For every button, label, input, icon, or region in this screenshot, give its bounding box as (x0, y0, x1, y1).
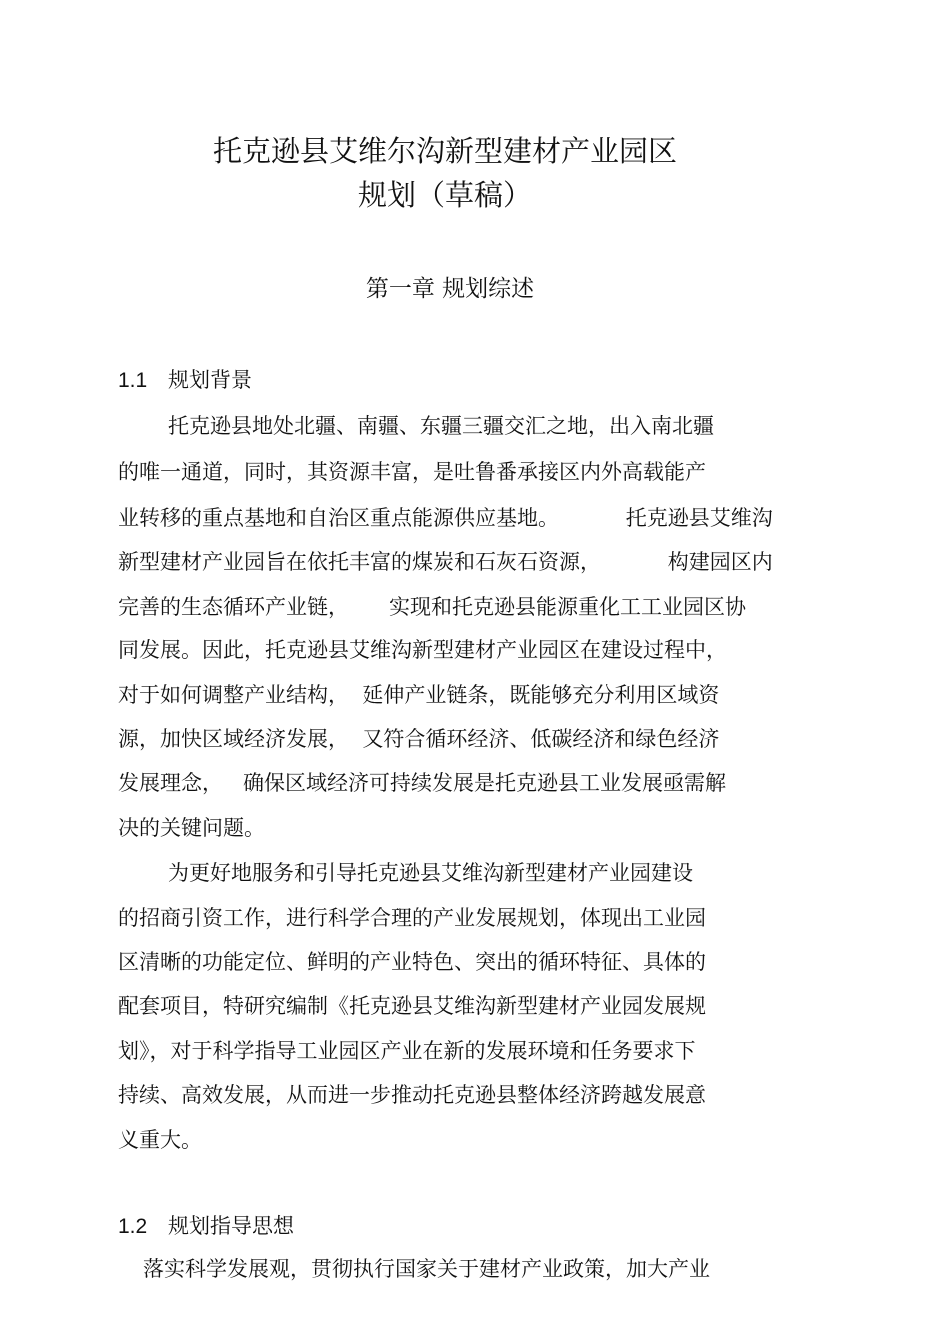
paragraph-line: 业转移的重点基地和自治区重点能源供应基地。 托克逊县艾维沟 (118, 506, 773, 530)
paragraph-line: 托克逊县地处北疆、南疆、东疆三疆交汇之地，出入南北疆 (168, 414, 714, 438)
section-title: 规划指导思想 (168, 1214, 294, 1238)
section-number: 1.1 (118, 369, 148, 392)
paragraph-line: 的唯一通道，同时，其资源丰富，是吐鲁番承接区内外高载能产 (118, 460, 706, 484)
paragraph-line: 发展理念， 确保区域经济可持续发展是托克逊县工业发展亟需解 (118, 771, 727, 795)
section-number: 1.2 (118, 1215, 148, 1238)
paragraph-line: 的招商引资工作，进行科学合理的产业发展规划，体现出工业园 (118, 906, 706, 930)
paragraph-line: 对于如何调整产业结构， 延伸产业链条，既能够充分利用区域资 (118, 683, 720, 707)
paragraph-line: 决的关键问题。 (118, 816, 265, 840)
section-title: 规划背景 (168, 368, 252, 392)
paragraph-line: 源，加快区域经济发展， 又符合循环经济、低碳经济和绿色经济 (118, 727, 720, 751)
paragraph-line: 配套项目，特研究编制《托克逊县艾维沟新型建材产业园发展规 (118, 994, 706, 1018)
paragraph-line: 新型建材产业园旨在依托丰富的煤炭和石灰石资源， 构建园区内 (118, 550, 773, 574)
paragraph-line: 持续、高效发展，从而进一步推动托克逊县整体经济跨越发展意 (118, 1083, 706, 1107)
paragraph-line: 同发展。因此，托克逊县艾维沟新型建材产业园区在建设过程中， (118, 638, 727, 662)
paragraph-line: 划》，对于科学指导工业园区产业在新的发展环境和任务要求下 (118, 1039, 696, 1063)
paragraph-line: 义重大。 (118, 1128, 202, 1152)
section-1-2-heading (118, 1210, 294, 1240)
section-1-1-heading (118, 364, 252, 394)
paragraph-line: 区清晰的功能定位、鲜明的产业特色、突出的循环特征、具体的 (118, 950, 706, 974)
paragraph-line: 为更好地服务和引导托克逊县艾维沟新型建材产业园建设 (168, 861, 693, 885)
chapter-heading: 第一章 规划综述 (365, 276, 535, 302)
doc-title-line2: 规划（草稿） (357, 178, 532, 212)
paragraph-line: 完善的生态循环产业链， 实现和托克逊县能源重化工工业园区协 (118, 595, 747, 619)
paragraph-line: 落实科学发展观，贯彻执行国家关于建材产业政策，加大产业 (143, 1257, 710, 1281)
doc-title-line1: 托克逊县艾维尔沟新型建材产业园区 (212, 134, 677, 168)
